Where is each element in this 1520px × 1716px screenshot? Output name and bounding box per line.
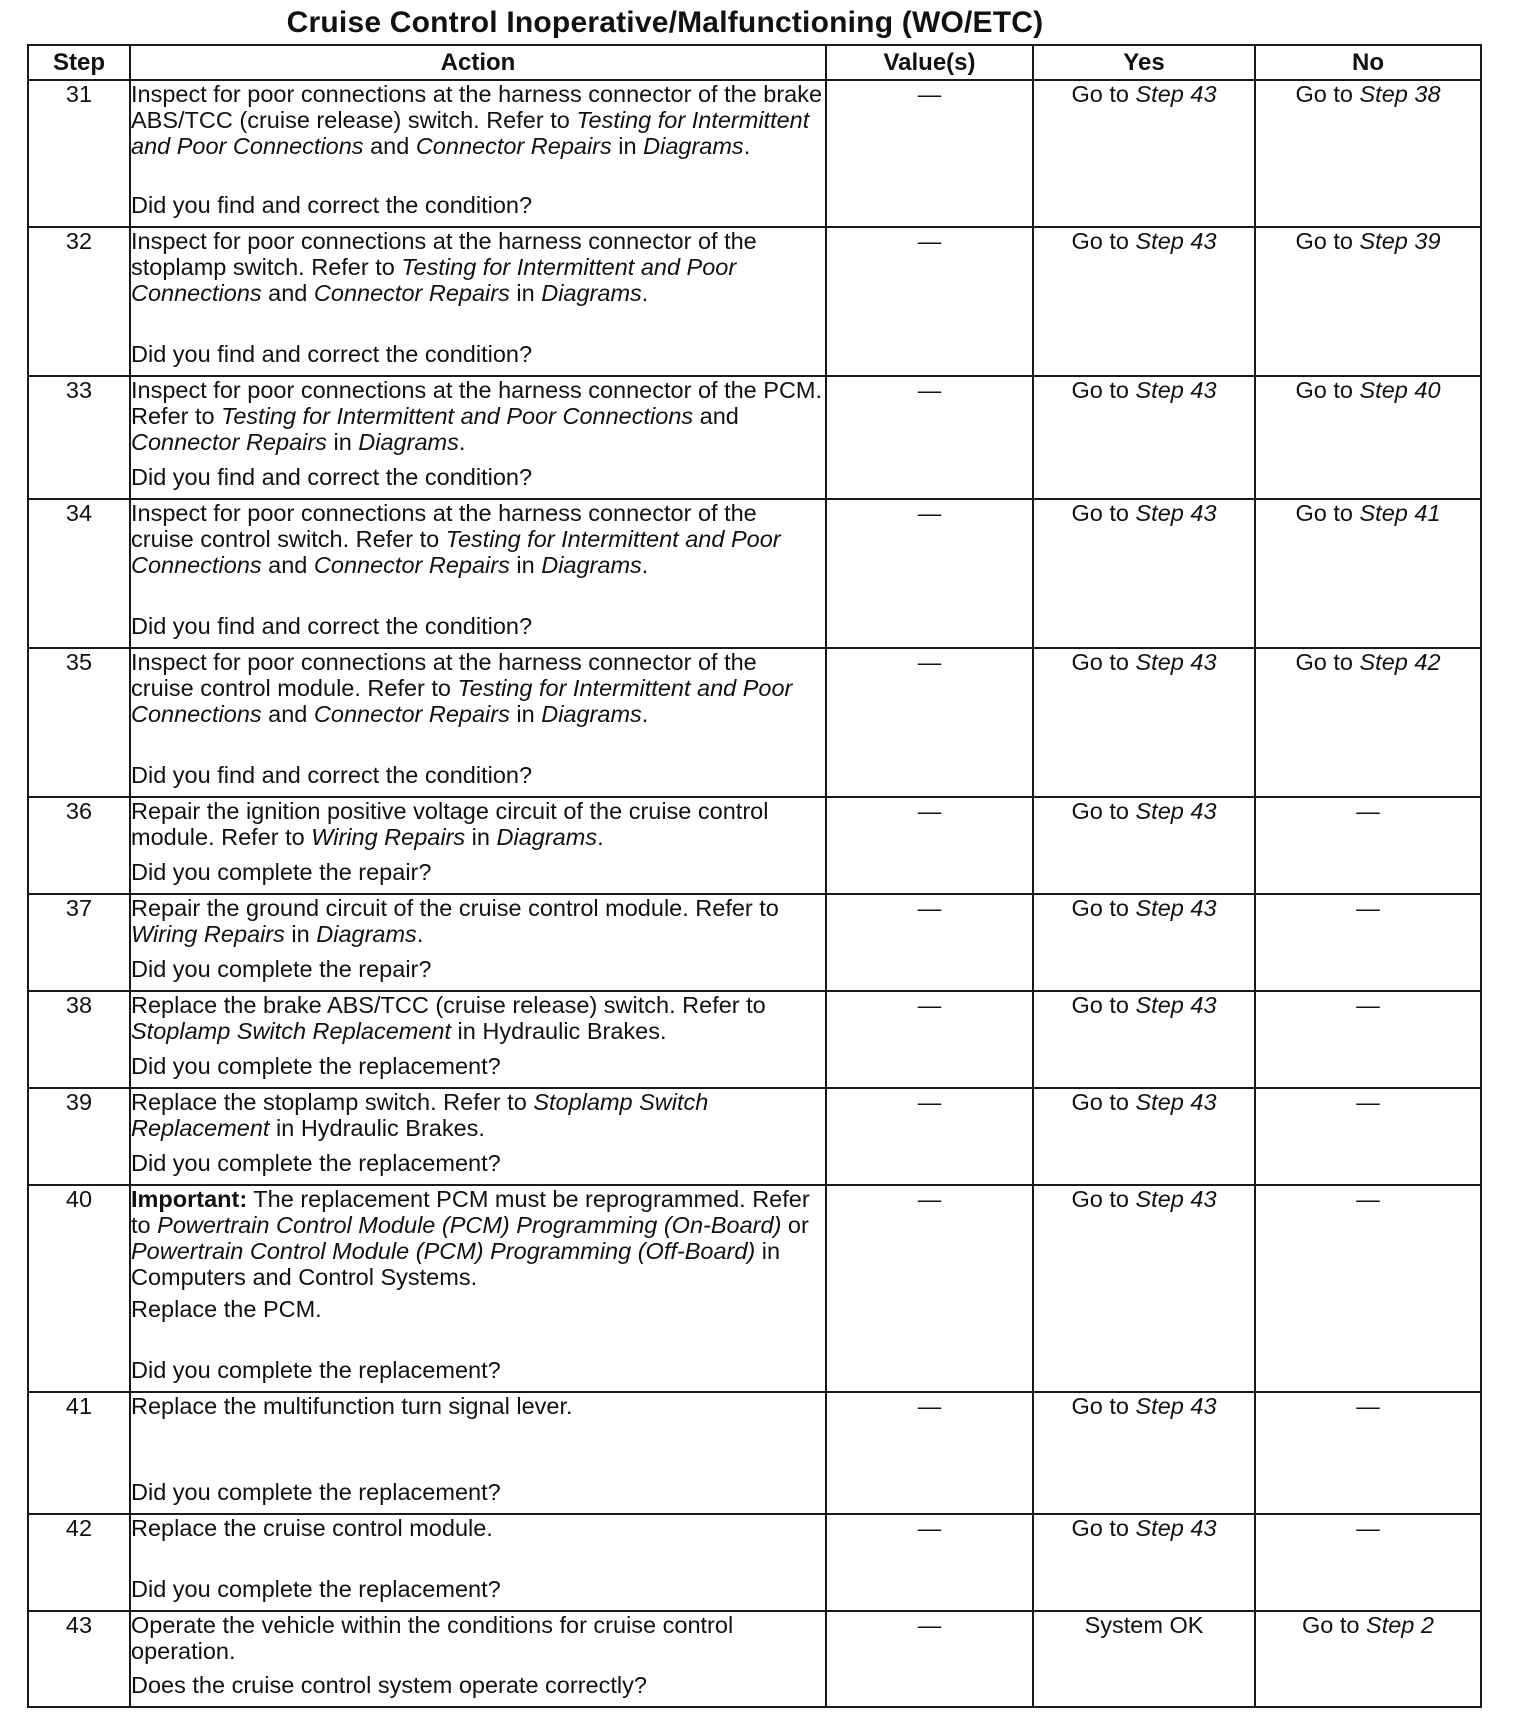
no-result: Go to Step 2 — [1255, 1611, 1481, 1707]
no-result: Go to Step 41 — [1255, 499, 1481, 648]
value-cell: — — [826, 227, 1033, 376]
action-cell — [130, 376, 826, 499]
step-number: 42 — [28, 1514, 130, 1611]
action-question: Did you complete the repair? — [131, 859, 432, 885]
yes-result: Go to Step 43 — [1033, 1088, 1255, 1185]
action-instruction: Replace the cruise control module. — [131, 1515, 493, 1541]
action-question: Did you find and correct the condition? — [131, 192, 533, 218]
action-instruction: Inspect for poor connections at the harness connector of the cruise control switch. Refer to Testing for Intermittent and Poor Connections and Connector Repairs in Diagrams. — [131, 500, 781, 578]
yes-result: Go to Step 43 — [1033, 499, 1255, 648]
yes-result: Go to Step 43 — [1033, 1514, 1255, 1611]
step-number: 39 — [28, 1088, 130, 1185]
no-result: — — [1255, 1514, 1481, 1611]
table-row — [28, 991, 1481, 1088]
column-header-step: Step — [28, 45, 130, 80]
action-cell — [130, 227, 826, 376]
action-question: Did you complete the replacement? — [131, 1150, 501, 1176]
table-body — [28, 80, 1481, 1707]
action-instruction: Inspect for poor connections at the harness connector of the cruise control module. Refer to Testing for Intermittent and Poor Connections and Connector Repairs in Diagrams. — [131, 649, 793, 727]
yes-result: Go to Step 43 — [1033, 1392, 1255, 1514]
yes-result: Go to Step 43 — [1033, 376, 1255, 499]
step-number: 36 — [28, 797, 130, 894]
table-row — [28, 1392, 1481, 1514]
column-header-values: Value(s) — [826, 45, 1033, 80]
value-cell: — — [826, 499, 1033, 648]
action-cell — [130, 499, 826, 648]
value-cell: — — [826, 1514, 1033, 1611]
action-instruction: Replace the multifunction turn signal lever. — [131, 1393, 573, 1419]
value-cell: — — [826, 80, 1033, 227]
action-instruction: Inspect for poor connections at the harness connector of the stoplamp switch. Refer to Testing for Intermittent and Poor Connections and Connector Repairs in Diagrams. — [131, 228, 757, 306]
table-row — [28, 80, 1481, 227]
column-header-no: No — [1255, 45, 1481, 80]
action-cell — [130, 1392, 826, 1514]
table-row — [28, 1088, 1481, 1185]
table-header-row — [28, 45, 1481, 80]
value-cell: — — [826, 1392, 1033, 1514]
step-number: 38 — [28, 991, 130, 1088]
yes-result: Go to Step 43 — [1033, 894, 1255, 991]
procedure-table — [27, 44, 1482, 1708]
no-result: Go to Step 39 — [1255, 227, 1481, 376]
action-instruction: Repair the ground circuit of the cruise control module. Refer to Wiring Repairs in Diagrams. — [131, 895, 779, 947]
value-cell: — — [826, 797, 1033, 894]
step-number: 31 — [28, 80, 130, 227]
step-number: 32 — [28, 227, 130, 376]
value-cell: — — [826, 376, 1033, 499]
action-cell — [130, 797, 826, 894]
step-number: 41 — [28, 1392, 130, 1514]
no-result: — — [1255, 1392, 1481, 1514]
table-row — [28, 227, 1481, 376]
value-cell: — — [826, 1185, 1033, 1392]
yes-result: Go to Step 43 — [1033, 227, 1255, 376]
table-row — [28, 1514, 1481, 1611]
yes-result: Go to Step 43 — [1033, 648, 1255, 797]
action-cell — [130, 648, 826, 797]
step-number: 37 — [28, 894, 130, 991]
table-row — [28, 499, 1481, 648]
action-question: Did you complete the replacement? — [131, 1479, 501, 1505]
value-cell: — — [826, 894, 1033, 991]
action-question: Did you find and correct the condition? — [131, 613, 533, 639]
no-result: Go to Step 40 — [1255, 376, 1481, 499]
no-result: Go to Step 38 — [1255, 80, 1481, 227]
action-cell — [130, 1088, 826, 1185]
yes-result: Go to Step 43 — [1033, 991, 1255, 1088]
table-row — [28, 1185, 1481, 1392]
table-row — [28, 376, 1481, 499]
table-row — [28, 894, 1481, 991]
step-number: 35 — [28, 648, 130, 797]
step-number: 40 — [28, 1185, 130, 1392]
table-row — [28, 797, 1481, 894]
no-result: — — [1255, 894, 1481, 991]
no-result: — — [1255, 1185, 1481, 1392]
step-number: 33 — [28, 376, 130, 499]
action-question: Did you complete the replacement? — [131, 1576, 501, 1602]
step-number: 34 — [28, 499, 130, 648]
action-question: Did you find and correct the condition? — [131, 464, 533, 490]
value-cell: — — [826, 648, 1033, 797]
action-question: Did you find and correct the condition? — [131, 762, 533, 788]
no-result: — — [1255, 991, 1481, 1088]
document-title: Cruise Control Inoperative/Malfunctioning (WO/ETC) — [286, 6, 1044, 39]
action-instruction: Replace the stoplamp switch. Refer to Stoplamp Switch Replacement in Hydraulic Brakes. — [131, 1089, 709, 1141]
action-question: Did you find and correct the condition? — [131, 341, 533, 367]
value-cell: — — [826, 991, 1033, 1088]
yes-result: System OK — [1033, 1611, 1255, 1707]
action-cell — [130, 894, 826, 991]
action-cell — [130, 991, 826, 1088]
value-cell: — — [826, 1088, 1033, 1185]
table-row — [28, 648, 1481, 797]
action-question: Did you complete the repair? — [131, 956, 432, 982]
action-instruction: Important: The replacement PCM must be reprogrammed. Refer to Powertrain Control Module (PCM) Programming (On-Board) or Powertrain Control Module (PCM) Programming (Off-Board) in Computers and Control Systems. — [131, 1186, 810, 1290]
action-question: Did you complete the replacement? — [131, 1357, 501, 1383]
yes-result: Go to Step 43 — [1033, 797, 1255, 894]
action-question: Does the cruise control system operate correctly? — [131, 1672, 647, 1698]
action-cell — [130, 1611, 826, 1707]
action-question: Did you complete the replacement? — [131, 1053, 501, 1079]
yes-result: Go to Step 43 — [1033, 1185, 1255, 1392]
action-instruction: Inspect for poor connections at the harness connector of the brake ABS/TCC (cruise release) switch. Refer to Testing for Intermittent and Poor Connections and Connector Repairs in Diagrams. — [131, 81, 823, 159]
yes-result: Go to Step 43 — [1033, 80, 1255, 227]
action-cell — [130, 1185, 826, 1392]
action-cell — [130, 1514, 826, 1611]
action-instruction: Repair the ignition positive voltage circuit of the cruise control module. Refer to Wiring Repairs in Diagrams. — [131, 798, 769, 850]
table-row — [28, 1611, 1481, 1707]
step-number: 43 — [28, 1611, 130, 1707]
action-instruction: Replace the brake ABS/TCC (cruise release) switch. Refer to Stoplamp Switch Replacement in Hydraulic Brakes. — [131, 992, 766, 1044]
action-instruction-secondary: Replace the PCM. — [131, 1296, 322, 1322]
value-cell: — — [826, 1611, 1033, 1707]
no-result: Go to Step 42 — [1255, 648, 1481, 797]
column-header-action: Action — [130, 45, 826, 80]
important-label: Important: — [131, 1186, 248, 1212]
no-result: — — [1255, 1088, 1481, 1185]
column-header-yes: Yes — [1033, 45, 1255, 80]
action-cell — [130, 80, 826, 227]
action-instruction: Inspect for poor connections at the harness connector of the PCM. Refer to Testing for Intermittent and Poor Connections and Connector Repairs in Diagrams. — [131, 377, 823, 455]
no-result: — — [1255, 797, 1481, 894]
action-instruction: Operate the vehicle within the conditions for cruise control operation. — [131, 1612, 734, 1664]
